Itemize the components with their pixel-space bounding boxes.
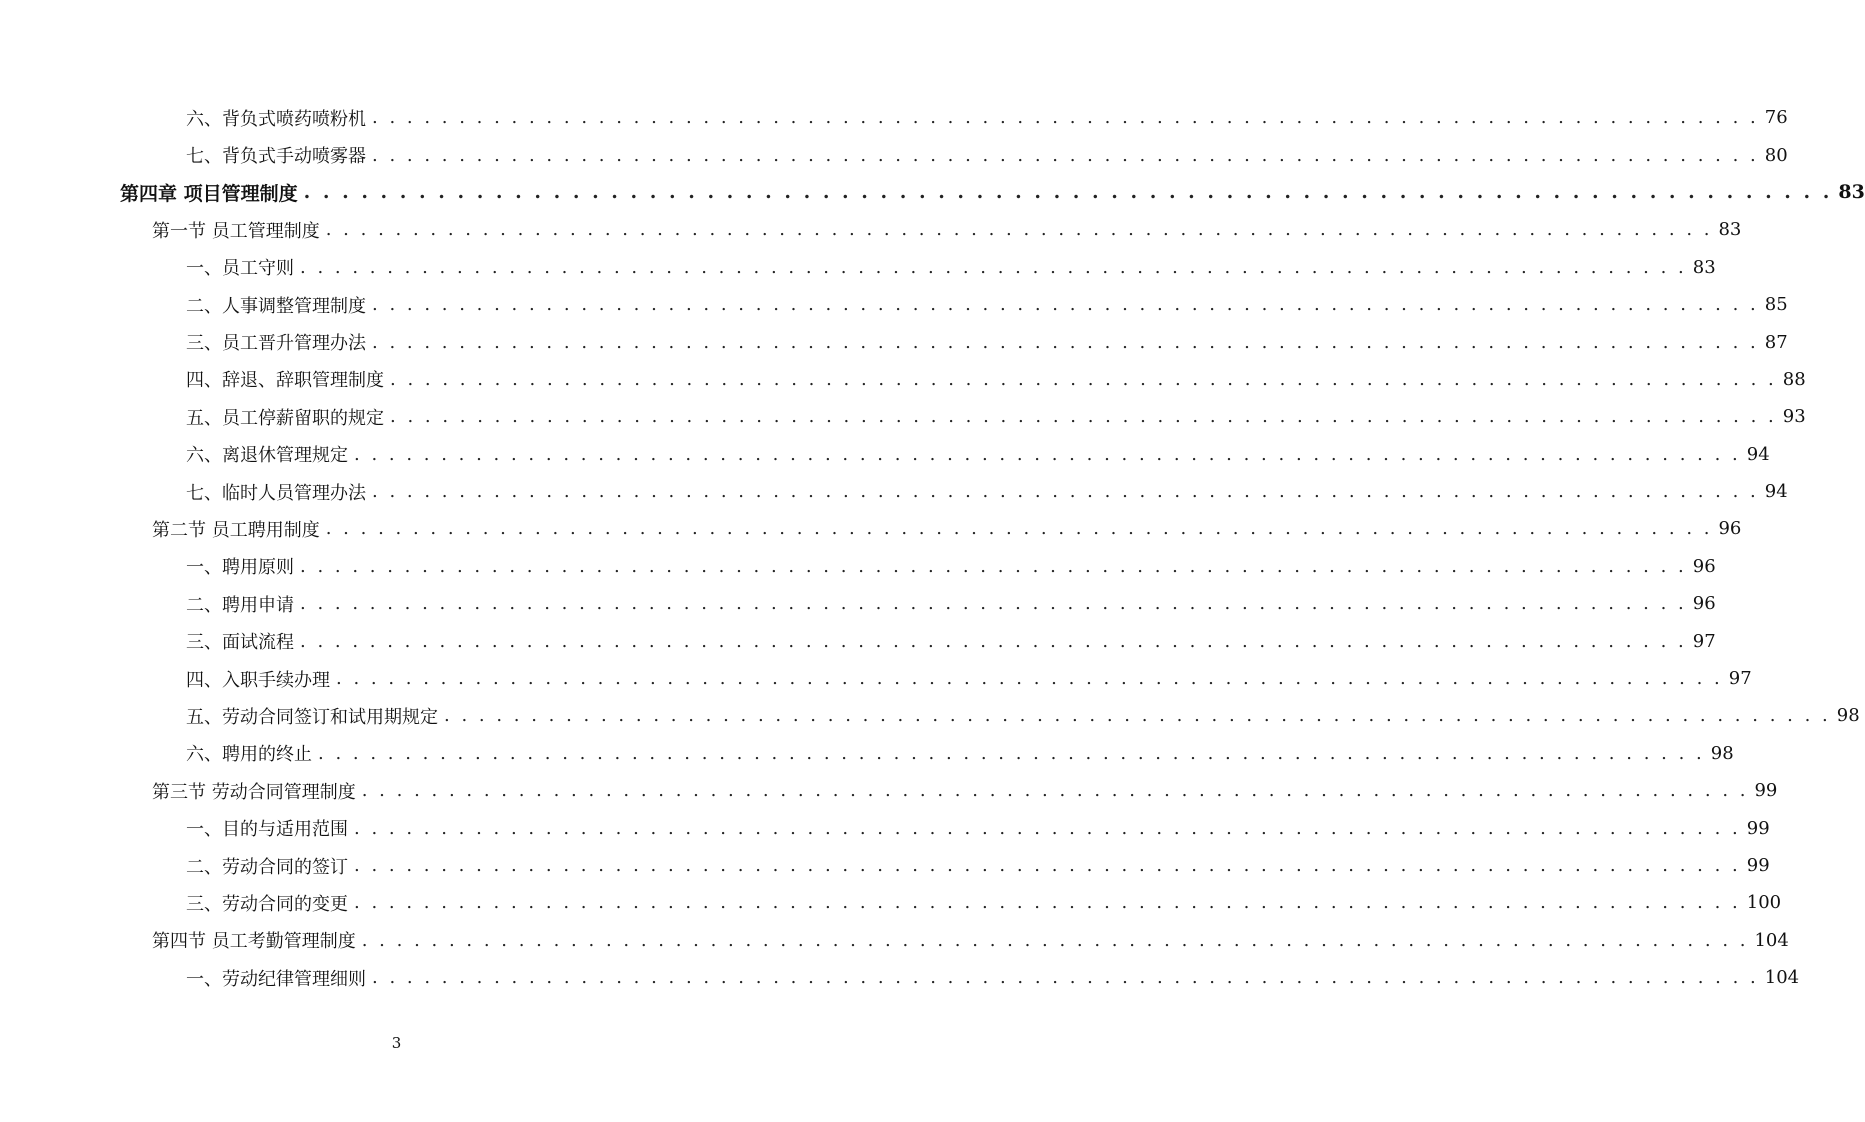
toc-entry-page: 100	[1746, 892, 1782, 914]
toc-entry-page: 87	[1764, 331, 1788, 353]
toc-entry-item[interactable]	[0, 323, 1788, 360]
toc-entry-title: 第三节 劳动合同管理制度	[152, 778, 362, 804]
toc-entry-item[interactable]	[0, 809, 1770, 846]
dot-leader: . . . . . . . . . . . . . . . . . . . . . . . . . . . . . . . . . . . . . . . . . . . . . . . . . . . . . . . . . . . . . . . . . . . . . . . . . . . . . . . .	[372, 107, 1759, 129]
toc-entry-title: 六、离退休管理规定	[186, 441, 354, 467]
toc-entry-title: 一、聘用原则	[186, 553, 300, 579]
toc-entry-page: 98	[1710, 742, 1734, 764]
dot-leader: . . . . . . . . . . . . . . . . . . . . . . . . . . . . . . . . . . . . . . . . . . . . . . . . . . . . . . . . . . . . . . . . . . . . . . . . . . . . . . . .	[354, 817, 1741, 839]
dot-leader: . . . . . . . . . . . . . . . . . . . . . . . . . . . . . . . . . . . . . . . . . . . . . . . . . . . . . . . . . . . . . . . . . . . . . . . . . . . . . . . .	[361, 929, 1749, 951]
toc-entry-page: 80	[1764, 144, 1788, 166]
toc-entry-title: 六、聘用的终止	[186, 740, 318, 766]
toc-entry-page: 83	[1838, 181, 1865, 204]
dot-leader: . . . . . . . . . . . . . . . . . . . . . . . . . . . . . . . . . . . . . . . . . . . . . . . . . . . . . . . . . . . . . . . . . . . . . . . . . . . . . . . .	[300, 256, 1687, 278]
toc-entry-page: 83	[1718, 219, 1742, 241]
dot-leader: . . . . . . . . . . . . . . . . . . . . . . . . . . . . . . . . . . . . . . . . . . . . . . . . . . . . . . . . . . . . . . . . . . . . . . . . . . . . . . . .	[300, 593, 1687, 615]
toc-entry-item[interactable]	[0, 585, 1716, 622]
dot-leader: . . . . . . . . . . . . . . . . . . . . . . . . . . . . . . . . . . . . . . . . . . . . . . . . . . . . . . . . . . . . . . . . . . . . . . . . . . . . . . . .	[354, 892, 1741, 914]
toc-entry-item[interactable]	[0, 361, 1806, 398]
toc-entry-title: 三、员工晋升管理办法	[186, 329, 372, 355]
toc-entry-page: 99	[1746, 817, 1770, 839]
toc-entry-page: 94	[1746, 443, 1770, 465]
toc-entry-chapter[interactable]	[0, 174, 1865, 211]
dot-leader: . . . . . . . . . . . . . . . . . . . . . . . . . . . . . . . . . . . . . . . . . . . . . . . . . . . . . . . . . . . . . . . . . . . . . . . . . . . . . . . .	[300, 630, 1687, 652]
dot-leader: . . . . . . . . . . . . . . . . . . . . . . . . . . . . . . . . . . . . . . . . . . . . . . . . . . . . . . . . . . . . . . . . . . . . . . . . . . . . . . . .	[354, 443, 1741, 465]
toc-entry-item[interactable]	[0, 436, 1770, 473]
dot-leader: . . . . . . . . . . . . . . . . . . . . . . . . . . . . . . . . . . . . . . . . . . . . . . . . . . . . . . . . . . . . . . . . . . . . . . . . . . . . . . . .	[354, 855, 1741, 876]
dot-leader: . . . . . . . . . . . . . . . . . . . . . . . . . . . . . . . . . . . . . . . . . . . . . . . . . . . . . . . . . . . . . . . . . . . . . . . . . . . . . . . .	[325, 219, 1713, 241]
toc-entry-section[interactable]	[0, 922, 1789, 959]
toc-entry-page: 94	[1764, 481, 1788, 503]
toc-entry-page: 96	[1692, 555, 1716, 577]
dot-leader: . . . . . . . . . . . . . . . . . . . . . . . . . . . . . . . . . . . . . . . . . . . . . . . . . . . . . . . . . . . . . . . . . . . . . . . . . . . . . . . .	[300, 555, 1687, 577]
toc-entry-title: 五、员工停薪留职的规定	[186, 404, 390, 430]
toc-entry-section[interactable]	[0, 510, 1742, 547]
toc-entry-page: 96	[1692, 593, 1716, 615]
toc-entry-section[interactable]	[0, 772, 1778, 809]
dot-leader: . . . . . . . . . . . . . . . . . . . . . . . . . . . . . . . . . . . . . . . . . . . . . . . . . . . . . . . . . . . . . . . . . . . . . . . . . . . . . . . .	[325, 518, 1713, 540]
toc-entry-item[interactable]	[0, 136, 1788, 173]
dot-leader: . . . . . . . . . . . . . . . . . . . . . . . . . . . . . . . . . . . . . . . . . . . . . . . . . . . . . . . . . . . . . . . . . . . . . . . . . . . . . . . .	[372, 294, 1759, 316]
toc-entry-title: 二、聘用申请	[186, 591, 300, 617]
toc-entry-item[interactable]	[0, 847, 1770, 884]
toc-entry-title: 一、劳动纪律管理细则	[186, 965, 372, 991]
toc-entry-title: 第四章 项目管理制度	[120, 179, 304, 206]
dot-leader: . . . . . . . . . . . . . . . . . . . . . . . . . . . . . . . . . . . . . . . . . . . . . . . . . . . . . . . . . . . . . . . . . . . . . . . . . . . . . . . .	[361, 780, 1749, 802]
toc-entry-item[interactable]	[0, 398, 1806, 435]
toc-entry-title: 三、面试流程	[186, 628, 300, 654]
toc-entry-page: 76	[1764, 107, 1788, 129]
toc-entry-page: 93	[1782, 406, 1806, 428]
toc-entry-page: 99	[1754, 780, 1778, 802]
dot-leader: . . . . . . . . . . . . . . . . . . . . . . . . . . . . . . . . . . . . . . . . . . . . . . . . . . . . . . . . . . . . . . . . . . . . . . . . . . . . . . . .	[372, 144, 1759, 166]
toc-entry-item[interactable]	[0, 473, 1788, 510]
toc-entry-title: 二、劳动合同的签订	[186, 853, 354, 879]
toc-entry-page: 85	[1764, 294, 1788, 316]
toc-entry-page: 88	[1782, 368, 1806, 390]
toc-entry-title: 第二节 员工聘用制度	[152, 516, 326, 542]
dot-leader: . . . . . . . . . . . . . . . . . . . . . . . . . . . . . . . . . . . . . . . . . . . . . . . . . . . . . . . . . . . . . . . . . . . . . . . . . . . . . . . .	[372, 967, 1759, 989]
toc-entry-title: 七、临时人员管理办法	[186, 479, 372, 505]
dot-leader: . . . . . . . . . . . . . . . . . . . . . . . . . . . . . . . . . . . . . . . . . . . . . . . . . . . . . . . . . . . . . . . . . . . . . . . . . . . . . . . .	[372, 331, 1759, 353]
toc-entry-item[interactable]	[0, 697, 1860, 734]
toc-entry-section[interactable]	[0, 211, 1742, 248]
toc-entry-title: 四、辞退、辞职管理制度	[186, 366, 390, 392]
toc-entry-page: 97	[1728, 668, 1752, 690]
toc-entry-page: 98	[1836, 705, 1860, 727]
dot-leader: . . . . . . . . . . . . . . . . . . . . . . . . . . . . . . . . . . . . . . . . . . . . . . . . . . . . . . . . . . . . . . . . . . . . . . . . . . . . . . . .	[390, 406, 1777, 428]
toc-entry-title: 六、背负式喷药喷粉机	[186, 105, 372, 131]
toc-entry-item[interactable]	[0, 884, 1782, 921]
toc-entry-item[interactable]	[0, 548, 1716, 585]
table-of-contents	[0, 99, 1865, 996]
toc-entry-page: 96	[1718, 518, 1742, 540]
page-number: 3	[391, 1034, 402, 1052]
toc-entry-title: 一、目的与适用范围	[186, 815, 354, 841]
toc-entry-title: 第一节 员工管理制度	[152, 217, 326, 243]
dot-leader: . . . . . . . . . . . . . . . . . . . . . . . . . . . . . . . . . . . . . . . . . . . . . . . . . . . . . . . . . . . . . . . . . . . . . . . . . . . . . . . .	[390, 368, 1777, 390]
dot-leader: . . . . . . . . . . . . . . . . . . . . . . . . . . . . . . . . . . . . . . . . . . . . . . . . . . . . . . . . . . . . . . . . . . . . . . . . . . . . . . . .	[303, 181, 1833, 204]
toc-entry-item[interactable]	[0, 249, 1716, 286]
toc-entry-item[interactable]	[0, 622, 1716, 659]
toc-entry-item[interactable]	[0, 735, 1734, 772]
toc-entry-page: 97	[1692, 630, 1716, 652]
toc-entry-title: 四、入职手续办理	[186, 666, 336, 692]
toc-entry-item[interactable]	[0, 286, 1788, 323]
toc-entry-page: 104	[1764, 967, 1800, 989]
dot-leader: . . . . . . . . . . . . . . . . . . . . . . . . . . . . . . . . . . . . . . . . . . . . . . . . . . . . . . . . . . . . . . . . . . . . . . . . . . . . . . . .	[318, 742, 1705, 764]
toc-entry-item[interactable]	[0, 959, 1800, 996]
toc-entry-title: 五、劳动合同签订和试用期规定	[186, 703, 444, 729]
toc-entry-page: 99	[1746, 855, 1770, 876]
toc-entry-title: 一、员工守则	[186, 254, 300, 280]
toc-entry-title: 第四节 员工考勤管理制度	[152, 927, 362, 953]
toc-entry-title: 二、人事调整管理制度	[186, 292, 372, 318]
toc-entry-page: 104	[1754, 929, 1789, 951]
toc-entry-item[interactable]	[0, 99, 1788, 136]
toc-entry-item[interactable]	[0, 660, 1752, 697]
dot-leader: . . . . . . . . . . . . . . . . . . . . . . . . . . . . . . . . . . . . . . . . . . . . . . . . . . . . . . . . . . . . . . . . . . . . . . . . . . . . . . . .	[444, 705, 1831, 727]
dot-leader: . . . . . . . . . . . . . . . . . . . . . . . . . . . . . . . . . . . . . . . . . . . . . . . . . . . . . . . . . . . . . . . . . . . . . . . . . . . . . . . .	[372, 481, 1759, 503]
toc-entry-page: 83	[1692, 256, 1716, 278]
toc-entry-title: 七、背负式手动喷雾器	[186, 142, 372, 168]
dot-leader: . . . . . . . . . . . . . . . . . . . . . . . . . . . . . . . . . . . . . . . . . . . . . . . . . . . . . . . . . . . . . . . . . . . . . . . . . . . . . . . .	[336, 668, 1723, 690]
toc-entry-title: 三、劳动合同的变更	[186, 890, 354, 916]
